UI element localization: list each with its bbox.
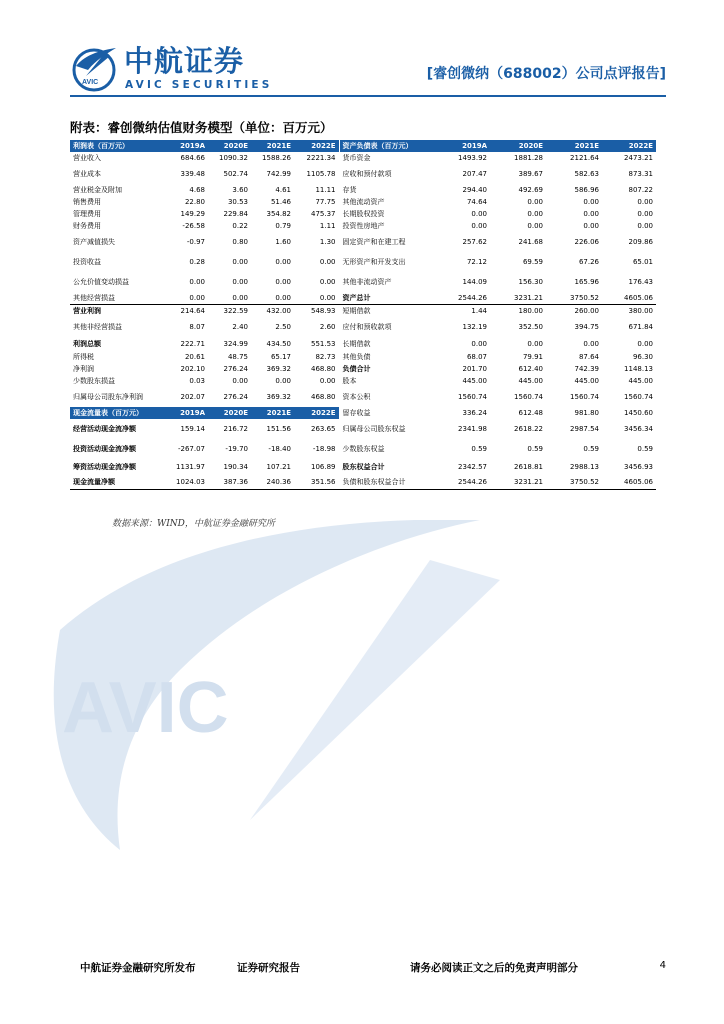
row-label: 少数股东权益 — [339, 439, 434, 459]
row-label: 归属母公司股东权益 — [339, 419, 434, 439]
row-value: -26.58 — [182, 222, 205, 230]
row-value: 2.50 — [275, 323, 291, 331]
row-value: 468.80 — [311, 365, 336, 373]
row-value: 1.11 — [319, 222, 336, 230]
row-label: 其他非经营损益 — [73, 323, 122, 331]
row-value: 369.32 — [266, 393, 291, 401]
row-value: 226.06 — [574, 238, 599, 246]
row-value: 468.80 — [311, 393, 336, 401]
row-value: 586.96 — [574, 186, 599, 194]
year-header: 2019A — [165, 140, 208, 152]
row-label: 股本 — [339, 375, 434, 387]
brand-name-en: AVIC SECURITIES — [125, 79, 273, 91]
row-value: 0.00 — [208, 292, 251, 305]
source-note: 数据来源：WIND，中航证券金融研究所 — [112, 519, 275, 529]
row-value: 1.60 — [275, 238, 291, 246]
row-value: 201.70 — [462, 365, 487, 373]
row-value: 1560.74 — [514, 393, 543, 401]
row-value: 0.00 — [471, 210, 487, 218]
row-value: 394.75 — [574, 323, 599, 331]
row-value: 241.68 — [518, 238, 543, 246]
cashflow-balance-section — [70, 407, 656, 490]
row-value: 209.86 — [628, 238, 653, 246]
row-value: 389.67 — [518, 170, 543, 178]
row-value: 260.00 — [574, 307, 599, 315]
row-value: 65.17 — [270, 353, 291, 361]
row-value: 2.40 — [232, 323, 248, 331]
row-value: 0.00 — [583, 210, 599, 218]
row-label: 归属母公司股东净利润 — [73, 393, 143, 401]
row-value: 2.60 — [319, 323, 336, 331]
row-value: 387.36 — [208, 475, 251, 490]
row-value: 0.00 — [275, 278, 291, 286]
row-value: 0.00 — [294, 292, 339, 305]
row-value: 445.00 — [518, 377, 543, 385]
row-value: 0.59 — [471, 445, 487, 453]
row-label: 营业成本 — [73, 170, 101, 178]
row-value: 742.39 — [574, 365, 599, 373]
row-value: 0.00 — [189, 278, 205, 286]
row-value: 1024.03 — [165, 475, 208, 490]
page-number: 4 — [659, 960, 666, 971]
table-header-row — [70, 140, 656, 152]
row-value: 0.00 — [637, 340, 653, 348]
row-value: 1560.74 — [458, 393, 487, 401]
table-row — [70, 272, 656, 292]
row-value: 276.24 — [223, 365, 248, 373]
row-value: 336.24 — [434, 407, 490, 419]
row-value: 1560.74 — [624, 393, 653, 401]
row-value: 96.30 — [632, 353, 653, 361]
row-value: 807.22 — [628, 186, 653, 194]
row-label: 经营活动现金流净额 — [73, 425, 136, 433]
row-value: 582.63 — [574, 170, 599, 178]
row-label: 投资活动现金流净额 — [73, 445, 136, 453]
row-value: 0.00 — [471, 340, 487, 348]
row-value: 0.00 — [232, 258, 248, 266]
row-value: 0.79 — [275, 222, 291, 230]
table-row — [70, 351, 656, 363]
row-value: 156.30 — [518, 278, 543, 286]
row-value: 74.64 — [466, 198, 487, 206]
row-value: 159.14 — [180, 425, 205, 433]
row-value: 294.40 — [462, 186, 487, 194]
year-header: 2020E — [490, 140, 546, 152]
row-label: 所得税 — [73, 353, 94, 361]
financial-model-table — [70, 140, 656, 490]
row-label: 资产减值损失 — [73, 238, 115, 246]
row-label: 利润总额 — [73, 340, 101, 348]
row-value: 1131.97 — [176, 463, 205, 471]
row-value: 0.00 — [319, 278, 336, 286]
row-value: 2618.81 — [514, 463, 543, 471]
row-label: 短期借款 — [339, 305, 434, 318]
row-value: 612.40 — [518, 365, 543, 373]
table-row — [70, 317, 656, 337]
row-value: 1881.28 — [514, 154, 543, 162]
section-title: 现金流量表（百万元） — [70, 407, 165, 419]
row-value: 77.75 — [315, 198, 336, 206]
row-value: 107.21 — [266, 463, 291, 471]
row-value: 1090.32 — [219, 154, 248, 162]
row-value: 742.99 — [266, 170, 291, 178]
row-value: 151.56 — [266, 425, 291, 433]
table-row — [70, 375, 656, 387]
table-row — [70, 439, 656, 459]
row-value: 1450.60 — [602, 407, 656, 419]
row-value: 65.01 — [632, 258, 653, 266]
row-label: 少数股东损益 — [73, 377, 115, 385]
row-label: 负债合计 — [339, 363, 434, 375]
table-row — [70, 152, 656, 164]
table-row — [70, 232, 656, 252]
table-row — [70, 387, 656, 407]
row-label: 留存收益 — [339, 407, 434, 419]
year-header: 2019A — [434, 140, 490, 152]
avic-watermark — [0, 520, 724, 900]
row-value: 1493.92 — [458, 154, 487, 162]
row-value: 1148.13 — [624, 365, 653, 373]
row-value: 1588.26 — [262, 154, 291, 162]
footer-publisher: 中航证券金融研究所发布 — [80, 962, 196, 974]
row-value: 0.00 — [165, 292, 208, 305]
row-value: 72.12 — [466, 258, 487, 266]
row-value: 20.61 — [184, 353, 205, 361]
table-row — [70, 184, 656, 196]
row-value: 0.00 — [527, 340, 543, 348]
row-value: 202.07 — [180, 393, 205, 401]
row-label: 销售费用 — [73, 198, 101, 206]
row-value: 4605.06 — [602, 475, 656, 490]
row-value: 339.48 — [180, 170, 205, 178]
footer-doc-type: 证券研究报告 — [237, 962, 300, 974]
row-value: 11.11 — [315, 186, 336, 194]
row-value: -19.70 — [225, 445, 248, 453]
row-label: 营业利润 — [73, 307, 101, 315]
row-value: 324.99 — [223, 340, 248, 348]
watermark-text: AVIC — [62, 668, 229, 748]
row-label: 其他流动资产 — [339, 196, 434, 208]
row-label: 资产总计 — [339, 292, 434, 305]
row-value: 380.00 — [628, 307, 653, 315]
table-row — [70, 252, 656, 272]
row-label: 固定资产和在建工程 — [339, 232, 434, 252]
avic-logo-icon — [70, 44, 118, 92]
row-value: 222.71 — [180, 340, 205, 348]
row-label: 无形资产和开发支出 — [339, 252, 434, 272]
row-value: 432.00 — [266, 307, 291, 315]
row-value: -18.40 — [268, 445, 291, 453]
row-value: 216.72 — [223, 425, 248, 433]
row-value: 176.43 — [628, 278, 653, 286]
table-row — [70, 459, 656, 475]
row-value: 190.34 — [223, 463, 248, 471]
row-value: 165.96 — [574, 278, 599, 286]
brand-name-cn: 中航证券 — [124, 44, 245, 78]
row-value: 2544.26 — [434, 475, 490, 490]
row-value: 144.09 — [462, 278, 487, 286]
row-value: 0.00 — [637, 198, 653, 206]
year-header: 2020E — [208, 140, 251, 152]
row-label: 应收和预付款项 — [339, 164, 434, 184]
table-row — [70, 164, 656, 184]
table-row — [70, 419, 656, 439]
row-label: 财务费用 — [73, 222, 101, 230]
row-value: 51.46 — [270, 198, 291, 206]
row-label: 长期借款 — [339, 337, 434, 351]
row-value: 0.00 — [637, 222, 653, 230]
page-footer — [70, 960, 666, 980]
row-value: 1560.74 — [570, 393, 599, 401]
row-value: 0.00 — [637, 210, 653, 218]
row-value: 502.74 — [223, 170, 248, 178]
row-value: 434.50 — [266, 340, 291, 348]
row-value: 352.50 — [518, 323, 543, 331]
row-value: 276.24 — [223, 393, 248, 401]
row-value: 1105.78 — [306, 170, 336, 178]
row-value: 82.73 — [315, 353, 336, 361]
section-title: 利润表（百万元） — [70, 140, 165, 152]
table-header-row — [70, 407, 656, 419]
row-value: 322.59 — [223, 307, 248, 315]
table-row — [70, 337, 656, 351]
row-value: 180.00 — [518, 307, 543, 315]
row-label: 公允价值变动损益 — [73, 278, 129, 286]
row-value: 68.07 — [466, 353, 487, 361]
year-header: 2019A — [165, 407, 208, 419]
row-value: 445.00 — [462, 377, 487, 385]
income-balance-section — [70, 140, 656, 407]
row-label: 货币资金 — [339, 152, 434, 164]
row-label: 股东权益合计 — [339, 459, 434, 475]
row-label: 筹资活动现金流净额 — [73, 463, 136, 471]
header-divider — [70, 95, 666, 97]
row-value: 0.59 — [637, 445, 653, 453]
row-value: 79.91 — [522, 353, 543, 361]
row-value: -0.97 — [186, 238, 205, 246]
row-value: 0.00 — [527, 210, 543, 218]
row-value: 1.30 — [319, 238, 336, 246]
row-value: 8.07 — [189, 323, 205, 331]
row-value: 0.00 — [275, 377, 291, 385]
year-header: 2020E — [208, 407, 251, 419]
row-value: 202.10 — [180, 365, 205, 373]
year-header: 2022E — [294, 407, 339, 419]
row-label: 存货 — [339, 184, 434, 196]
row-value: 2988.13 — [570, 463, 599, 471]
row-label: 应付和预收款项 — [339, 317, 434, 337]
appendix-title: 附表：睿创微纳估值财务模型（单位：百万元） — [70, 120, 333, 135]
row-value: 2473.21 — [624, 154, 653, 162]
row-value: 0.59 — [583, 445, 599, 453]
row-value: 0.28 — [189, 258, 205, 266]
row-value: 445.00 — [574, 377, 599, 385]
row-value: 87.64 — [578, 353, 599, 361]
row-value: 981.80 — [546, 407, 602, 419]
row-value: 3750.52 — [546, 292, 602, 305]
row-value: 369.32 — [266, 365, 291, 373]
row-label: 管理费用 — [73, 210, 101, 218]
svg-text:AVIC: AVIC — [82, 79, 99, 86]
row-value: 0.00 — [232, 377, 248, 385]
row-value: 445.00 — [628, 377, 653, 385]
row-label: 投资性房地产 — [339, 220, 434, 232]
row-value: 0.00 — [275, 258, 291, 266]
row-value: 612.48 — [490, 407, 546, 419]
row-value: 3456.34 — [624, 425, 653, 433]
row-label: 其他非流动资产 — [339, 272, 434, 292]
row-label: 资本公积 — [339, 387, 434, 407]
table-row — [70, 475, 656, 490]
year-header: 2021E — [546, 140, 602, 152]
row-label: 现金流量净额 — [70, 475, 165, 490]
row-value: 2341.98 — [458, 425, 487, 433]
row-value: 1.44 — [471, 307, 487, 315]
row-value: 0.00 — [471, 222, 487, 230]
row-value: 263.65 — [311, 425, 336, 433]
row-value: 22.80 — [184, 198, 205, 206]
row-value: 0.03 — [189, 377, 205, 385]
row-value: 257.62 — [462, 238, 487, 246]
row-value: 492.69 — [518, 186, 543, 194]
row-value: -267.07 — [177, 445, 205, 453]
row-value: 69.59 — [522, 258, 543, 266]
row-value: 4.61 — [275, 186, 291, 194]
row-value: -18.98 — [312, 445, 336, 453]
page-header — [70, 44, 666, 94]
row-value: 2121.64 — [570, 154, 599, 162]
row-label: 负债和股东权益合计 — [339, 475, 434, 490]
row-value: 3231.21 — [490, 292, 546, 305]
row-label: 长期股权投资 — [339, 208, 434, 220]
row-value: 0.00 — [319, 258, 336, 266]
row-label: 营业收入 — [73, 154, 101, 162]
row-value: 4605.06 — [602, 292, 656, 305]
table-row — [70, 196, 656, 208]
row-value: 0.80 — [232, 238, 248, 246]
table-row — [70, 220, 656, 232]
row-label: 投资收益 — [73, 258, 101, 266]
row-value: 351.56 — [294, 475, 339, 490]
row-value: 0.00 — [527, 222, 543, 230]
row-value: 3456.93 — [624, 463, 653, 471]
row-label: 净利润 — [73, 365, 94, 373]
row-value: 2987.54 — [570, 425, 599, 433]
row-value: 67.26 — [578, 258, 599, 266]
year-header: 2022E — [602, 140, 656, 152]
row-value: 0.00 — [251, 292, 294, 305]
row-value: 106.89 — [311, 463, 336, 471]
row-value: 149.29 — [180, 210, 205, 218]
row-value: 0.59 — [527, 445, 543, 453]
footer-disclaimer: 请务必阅读正文之后的免责声明部分 — [410, 962, 578, 974]
row-value: 551.53 — [311, 340, 336, 348]
table-row — [70, 305, 656, 318]
row-label: 其他经营损益 — [70, 292, 165, 305]
year-header: 2022E — [294, 140, 339, 152]
row-value: 475.37 — [311, 210, 336, 218]
row-value: 4.68 — [189, 186, 205, 194]
row-value: 0.00 — [527, 198, 543, 206]
row-value: 0.00 — [583, 340, 599, 348]
row-value: 48.75 — [227, 353, 248, 361]
row-value: 132.19 — [462, 323, 487, 331]
row-value: 229.84 — [223, 210, 248, 218]
table-row — [70, 292, 656, 305]
section-title: 资产负债表（百万元） — [339, 140, 434, 152]
row-value: 207.47 — [462, 170, 487, 178]
year-header: 2021E — [251, 140, 294, 152]
row-label: 营业税金及附加 — [73, 186, 122, 194]
row-value: 0.00 — [583, 198, 599, 206]
row-value: 3231.21 — [490, 475, 546, 490]
table-row — [70, 208, 656, 220]
table-row — [70, 363, 656, 375]
row-value: 354.82 — [266, 210, 291, 218]
row-value: 671.84 — [628, 323, 653, 331]
row-value: 0.00 — [319, 377, 336, 385]
row-value: 2618.22 — [514, 425, 543, 433]
row-label: 其他负债 — [339, 351, 434, 363]
row-value: 0.00 — [232, 278, 248, 286]
row-value: 0.22 — [232, 222, 248, 230]
row-value: 3.60 — [232, 186, 248, 194]
row-value: 0.00 — [583, 222, 599, 230]
row-value: 214.64 — [180, 307, 205, 315]
row-value: 684.66 — [180, 154, 205, 162]
row-value: 30.53 — [227, 198, 248, 206]
row-value: 2544.26 — [434, 292, 490, 305]
row-value: 2221.34 — [306, 154, 336, 162]
year-header: 2021E — [251, 407, 294, 419]
row-value: 873.31 — [628, 170, 653, 178]
row-value: 548.93 — [311, 307, 336, 315]
row-value: 3750.52 — [546, 475, 602, 490]
row-value: 2342.57 — [458, 463, 487, 471]
report-tag: [睿创微纳（688002）公司点评报告] — [426, 66, 666, 82]
row-value: 240.36 — [251, 475, 294, 490]
